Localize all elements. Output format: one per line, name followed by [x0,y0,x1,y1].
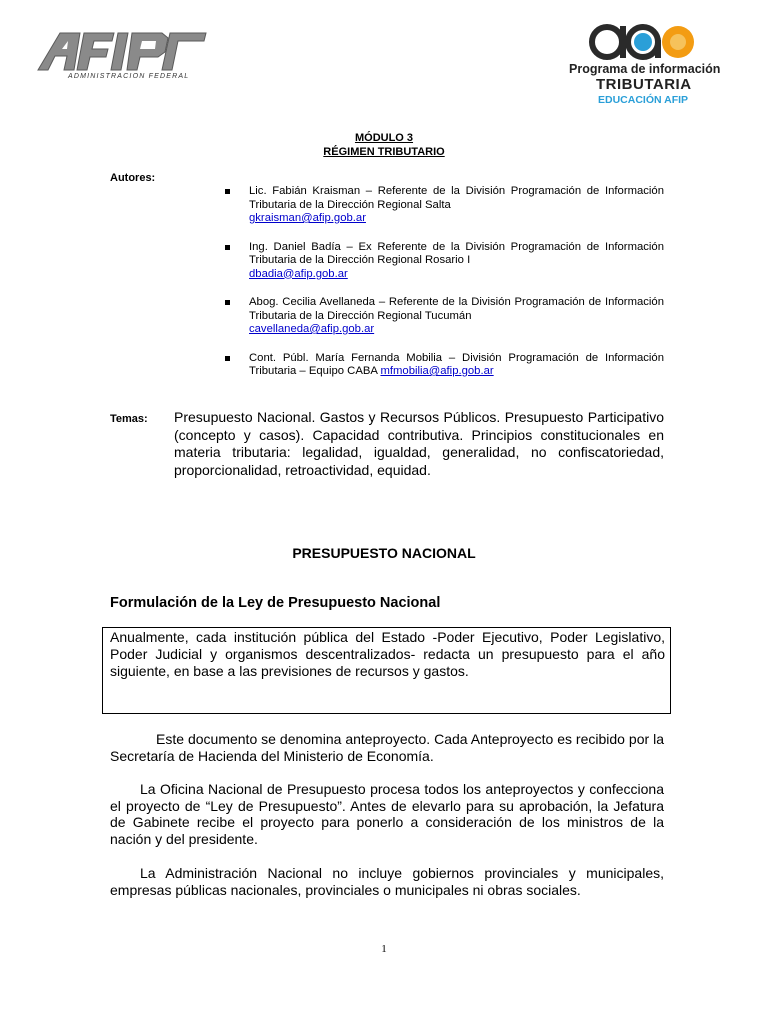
author-email-link[interactable]: cavellaneda@afip.gob.ar [249,323,375,335]
program-line3: EDUCACIÓN AFIP [598,94,689,106]
section-subheading: Formulación de la Ley de Presupuesto Nacional [110,595,441,611]
paragraph-1 [110,731,664,764]
bullet-icon [225,356,230,361]
paragraph-2 [110,781,664,847]
authors-list [228,185,664,394]
afip-subtitle: ADMINISTRACION FEDERAL [68,73,190,80]
paragraph-text: La Oficina Nacional de Presupuesto procesa todos los anteproyectos y confecciona el proyecto de “Ley de Presupuesto”. Antes de elevarlo para su aprobación, la Jefatura de Gabinete recibe el proyecto para ponerlo a consideración de los ministros de la nación y del presidente. [110,781,664,847]
author-item [228,241,664,282]
program-line1: Programa de información [569,62,721,76]
temas-label: Temas: [110,413,148,425]
authors-label: Autores: [110,172,156,184]
paragraph-text: Este documento se denomina anteproyecto. Cada Anteproyecto es recibido por la Secretaría de Hacienda del Ministerio de Economía. [110,731,664,764]
page-number: 1 [381,943,387,955]
paragraph-text: La Administración Nacional no incluye gobiernos provinciales y municipales, empresas públicas nacionales, provinciales o municipales ni obras sociales. [110,865,664,898]
author-item [228,296,664,337]
section-heading: PRESUPUESTO NACIONAL [292,545,476,561]
author-item [228,352,664,379]
program-logo [588,22,700,62]
author-text: Abog. Cecilia Avellaneda – Referente de la División Programación de Información Tributaria de la Dirección Regional Tucumán [249,296,664,322]
module-subject: RÉGIMEN TRIBUTARIO [323,146,445,158]
bullet-icon [225,300,230,305]
author-email-link[interactable]: dbadia@afip.gob.ar [249,267,348,280]
author-text: Ing. Daniel Badía – Ex Referente de la División Programación de Información Tributaria de la Dirección Regional Rosario I [249,240,664,266]
program-line2: TRIBUTARIA [596,76,692,93]
bullet-icon [225,245,230,250]
author-text: Lic. Fabián Kraisman – Referente de la División Programación de Información Tributaria de la Dirección Regional Salta [249,185,664,211]
module-title: MÓDULO 3 [354,132,414,144]
paragraph-3 [110,865,664,898]
author-text: Cont. Públ. María Fernanda Mobilia – División Programación de Información Tributaria – Equipo CABA [249,351,664,377]
temas-text: Presupuesto Nacional. Gastos y Recursos Públicos. Presupuesto Participativo (concepto y casos). Capacidad contributiva. Principios constitucionales en materia tributaria: legalidad, igualdad, generalidad, no confiscatoriedad, proporcionalidad, retroactividad, equidad. [174,409,664,478]
bullet-icon [225,189,230,194]
highlight-box: Anualmente, cada institución pública del Estado -Poder Ejecutivo, Poder Legislativo, Poder Judicial y organismos descentralizados- redacta un presupuesto para el año siguiente, en base a las previsiones de recursos y gastos. [102,627,671,714]
author-email-link[interactable]: gkraisman@afip.gob.ar [249,212,366,224]
author-email-link[interactable]: mfmobilia@afip.gob.ar [380,365,494,377]
author-item [228,185,664,226]
